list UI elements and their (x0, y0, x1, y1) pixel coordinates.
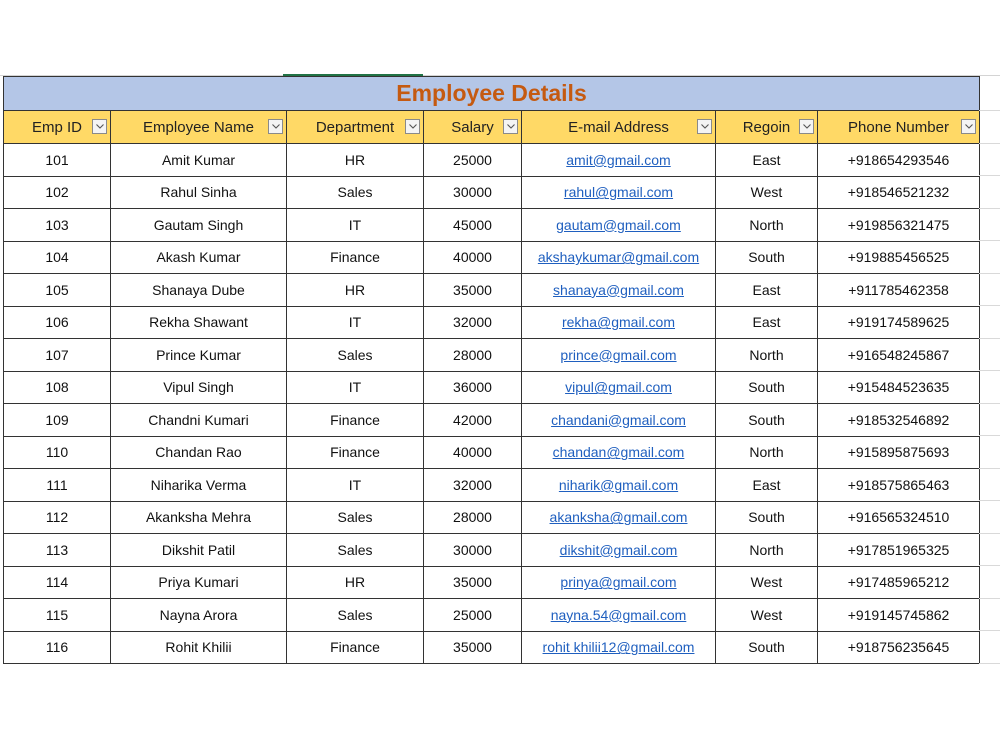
column-header-department[interactable] (287, 111, 424, 144)
gridline (979, 110, 1000, 111)
salary-cell[interactable]: 42000 (424, 404, 522, 437)
employee-name-cell[interactable]: Vipul Singh (111, 371, 287, 404)
column-header-label: Department (315, 118, 395, 136)
email-link[interactable]: dikshit@gmail.com (522, 534, 716, 567)
emp-id-cell[interactable]: 104 (4, 241, 111, 274)
salary-cell[interactable]: 35000 (424, 631, 522, 664)
phone-cell[interactable]: +916565324510 (818, 501, 980, 534)
table-body (4, 144, 980, 664)
employee-name-cell[interactable]: Gautam Singh (111, 209, 287, 242)
table-row (4, 501, 980, 534)
employee-name-cell[interactable]: Rohit Khilii (111, 631, 287, 664)
filter-dropdown-icon[interactable] (92, 119, 107, 134)
gridline (979, 175, 1000, 176)
employee-name-cell[interactable]: Chandan Rao (111, 436, 287, 469)
column-header-e-mail-address[interactable] (522, 111, 716, 144)
emp-id-cell[interactable]: 112 (4, 501, 111, 534)
salary-cell[interactable]: 32000 (424, 469, 522, 502)
salary-cell[interactable]: 36000 (424, 371, 522, 404)
gridline (979, 240, 1000, 241)
region-cell[interactable]: North (716, 339, 818, 372)
gridline (979, 435, 1000, 436)
phone-cell[interactable]: +919145745862 (818, 599, 980, 632)
phone-cell[interactable]: +911785462358 (818, 274, 980, 307)
region-cell[interactable]: South (716, 404, 818, 437)
department-cell[interactable]: Finance (287, 631, 424, 664)
employee-name-cell[interactable]: Prince Kumar (111, 339, 287, 372)
column-header-label: Salary (451, 118, 494, 136)
department-cell[interactable]: Sales (287, 176, 424, 209)
gridline (979, 273, 1000, 274)
emp-id-cell[interactable]: 107 (4, 339, 111, 372)
department-cell[interactable]: IT (287, 209, 424, 242)
email-link[interactable]: chandan@gmail.com (522, 436, 716, 469)
email-link[interactable]: prince@gmail.com (522, 339, 716, 372)
employee-name-cell[interactable]: Rekha Shawant (111, 306, 287, 339)
column-header-label: Regoin (742, 118, 791, 136)
table-row (4, 241, 980, 274)
region-cell[interactable]: East (716, 144, 818, 177)
region-cell[interactable]: South (716, 241, 818, 274)
department-cell[interactable]: HR (287, 274, 424, 307)
phone-cell[interactable]: +919856321475 (818, 209, 980, 242)
emp-id-cell[interactable]: 106 (4, 306, 111, 339)
column-header-employee-name[interactable] (111, 111, 287, 144)
salary-cell[interactable]: 25000 (424, 144, 522, 177)
department-cell[interactable]: Sales (287, 599, 424, 632)
table-row (4, 306, 980, 339)
phone-cell[interactable]: +918756235645 (818, 631, 980, 664)
phone-cell[interactable]: +917485965212 (818, 566, 980, 599)
emp-id-cell[interactable]: 108 (4, 371, 111, 404)
region-cell[interactable]: West (716, 176, 818, 209)
email-link[interactable]: rahul@gmail.com (522, 176, 716, 209)
gridline (979, 468, 1000, 469)
table-row (4, 209, 980, 242)
column-header-salary[interactable] (424, 111, 522, 144)
column-header-emp-id[interactable] (4, 111, 111, 144)
email-link[interactable]: vipul@gmail.com (522, 371, 716, 404)
region-cell[interactable]: South (716, 501, 818, 534)
table-row (4, 176, 980, 209)
department-cell[interactable]: Sales (287, 339, 424, 372)
table-row (4, 144, 980, 177)
email-link[interactable]: akanksha@gmail.com (522, 501, 716, 534)
column-header-label: Emp ID (31, 118, 82, 136)
gridline (979, 208, 1000, 209)
gridline (979, 338, 1000, 339)
emp-id-cell[interactable]: 110 (4, 436, 111, 469)
table-row (4, 469, 980, 502)
email-link[interactable]: prinya@gmail.com (522, 566, 716, 599)
gridline (979, 403, 1000, 404)
gridline (979, 305, 1000, 306)
emp-id-cell[interactable]: 116 (4, 631, 111, 664)
email-link[interactable]: rekha@gmail.com (522, 306, 716, 339)
column-header-phone-number[interactable] (818, 111, 980, 144)
gridline (979, 630, 1000, 631)
employee-name-cell[interactable]: Chandni Kumari (111, 404, 287, 437)
employee-name-cell[interactable]: Akanksha Mehra (111, 501, 287, 534)
employee-name-cell[interactable]: Nayna Arora (111, 599, 287, 632)
phone-cell[interactable]: +918546521232 (818, 176, 980, 209)
phone-cell[interactable]: +918575865463 (818, 469, 980, 502)
salary-cell[interactable]: 25000 (424, 599, 522, 632)
region-cell[interactable]: West (716, 599, 818, 632)
table-row (4, 371, 980, 404)
header-row (4, 111, 980, 144)
empty-column-gridlines (979, 76, 1000, 676)
email-link[interactable]: niharik@gmail.com (522, 469, 716, 502)
emp-id-cell[interactable]: 113 (4, 534, 111, 567)
region-cell[interactable]: North (716, 209, 818, 242)
emp-id-cell[interactable]: 105 (4, 274, 111, 307)
employee-table (3, 76, 980, 664)
table-row (4, 339, 980, 372)
salary-cell[interactable]: 28000 (424, 339, 522, 372)
column-header-label: E-mail Address (568, 118, 669, 136)
phone-cell[interactable]: +917851965325 (818, 534, 980, 567)
filter-dropdown-icon[interactable] (268, 119, 283, 134)
salary-cell[interactable]: 40000 (424, 436, 522, 469)
email-link[interactable]: akshaykumar@gmail.com (522, 241, 716, 274)
phone-cell[interactable]: +915895875693 (818, 436, 980, 469)
emp-id-cell[interactable]: 115 (4, 599, 111, 632)
gridline (979, 663, 1000, 664)
region-cell[interactable]: East (716, 306, 818, 339)
salary-cell[interactable]: 30000 (424, 176, 522, 209)
table-row (4, 274, 980, 307)
employee-name-cell[interactable]: Priya Kumari (111, 566, 287, 599)
gridline (979, 565, 1000, 566)
emp-id-cell[interactable]: 102 (4, 176, 111, 209)
department-cell[interactable]: Sales (287, 501, 424, 534)
department-cell[interactable]: IT (287, 306, 424, 339)
email-link[interactable]: chandani@gmail.com (522, 404, 716, 437)
gridline (979, 598, 1000, 599)
salary-cell[interactable]: 30000 (424, 534, 522, 567)
phone-cell[interactable]: +919885456525 (818, 241, 980, 274)
gridline (979, 533, 1000, 534)
employee-name-cell[interactable]: Dikshit Patil (111, 534, 287, 567)
phone-cell[interactable]: +915484523635 (818, 371, 980, 404)
table-row (4, 404, 980, 437)
emp-id-cell[interactable]: 114 (4, 566, 111, 599)
email-link[interactable]: gautam@gmail.com (522, 209, 716, 242)
emp-id-cell[interactable]: 103 (4, 209, 111, 242)
table-row (4, 534, 980, 567)
email-link[interactable]: rohit khilii12@gmail.com (522, 631, 716, 664)
table-row (4, 599, 980, 632)
gridline (979, 370, 1000, 371)
department-cell[interactable]: Sales (287, 534, 424, 567)
filter-dropdown-icon[interactable] (405, 119, 420, 134)
emp-id-cell[interactable]: 111 (4, 469, 111, 502)
salary-cell[interactable]: 32000 (424, 306, 522, 339)
department-cell[interactable]: Finance (287, 436, 424, 469)
gridline (979, 143, 1000, 144)
salary-cell[interactable]: 28000 (424, 501, 522, 534)
department-cell[interactable]: HR (287, 144, 424, 177)
table-row (4, 566, 980, 599)
region-cell[interactable]: East (716, 469, 818, 502)
phone-cell[interactable]: +916548245867 (818, 339, 980, 372)
region-cell[interactable]: North (716, 534, 818, 567)
spreadsheet-area (0, 72, 1000, 677)
employee-name-cell[interactable]: Rahul Sinha (111, 176, 287, 209)
department-cell[interactable]: IT (287, 371, 424, 404)
emp-id-cell[interactable]: 101 (4, 144, 111, 177)
email-link[interactable]: shanaya@gmail.com (522, 274, 716, 307)
region-cell[interactable]: South (716, 631, 818, 664)
salary-cell[interactable]: 35000 (424, 566, 522, 599)
column-header-regoin[interactable] (716, 111, 818, 144)
employee-name-cell[interactable]: Amit Kumar (111, 144, 287, 177)
region-cell[interactable]: West (716, 566, 818, 599)
filter-dropdown-icon[interactable] (961, 119, 976, 134)
column-header-label: Phone Number (848, 118, 949, 136)
email-link[interactable]: nayna.54@gmail.com (522, 599, 716, 632)
region-cell[interactable]: South (716, 371, 818, 404)
employee-name-cell[interactable]: Akash Kumar (111, 241, 287, 274)
department-cell[interactable]: Finance (287, 404, 424, 437)
filter-dropdown-icon[interactable] (697, 119, 712, 134)
table-title[interactable]: Employee Details (4, 77, 980, 111)
emp-id-cell[interactable]: 109 (4, 404, 111, 437)
gridline (979, 500, 1000, 501)
column-header-label: Employee Name (143, 118, 254, 136)
phone-cell[interactable]: +918532546892 (818, 404, 980, 437)
salary-cell[interactable]: 45000 (424, 209, 522, 242)
department-cell[interactable]: Finance (287, 241, 424, 274)
employee-name-cell[interactable]: Shanaya Dube (111, 274, 287, 307)
filter-dropdown-icon[interactable] (503, 119, 518, 134)
table-row (4, 631, 980, 664)
region-cell[interactable]: North (716, 436, 818, 469)
region-cell[interactable]: East (716, 274, 818, 307)
phone-cell[interactable]: +918654293546 (818, 144, 980, 177)
department-cell[interactable]: IT (287, 469, 424, 502)
email-link[interactable]: amit@gmail.com (522, 144, 716, 177)
salary-cell[interactable]: 40000 (424, 241, 522, 274)
filter-dropdown-icon[interactable] (799, 119, 814, 134)
phone-cell[interactable]: +919174589625 (818, 306, 980, 339)
salary-cell[interactable]: 35000 (424, 274, 522, 307)
department-cell[interactable]: HR (287, 566, 424, 599)
table-row (4, 436, 980, 469)
employee-name-cell[interactable]: Niharika Verma (111, 469, 287, 502)
